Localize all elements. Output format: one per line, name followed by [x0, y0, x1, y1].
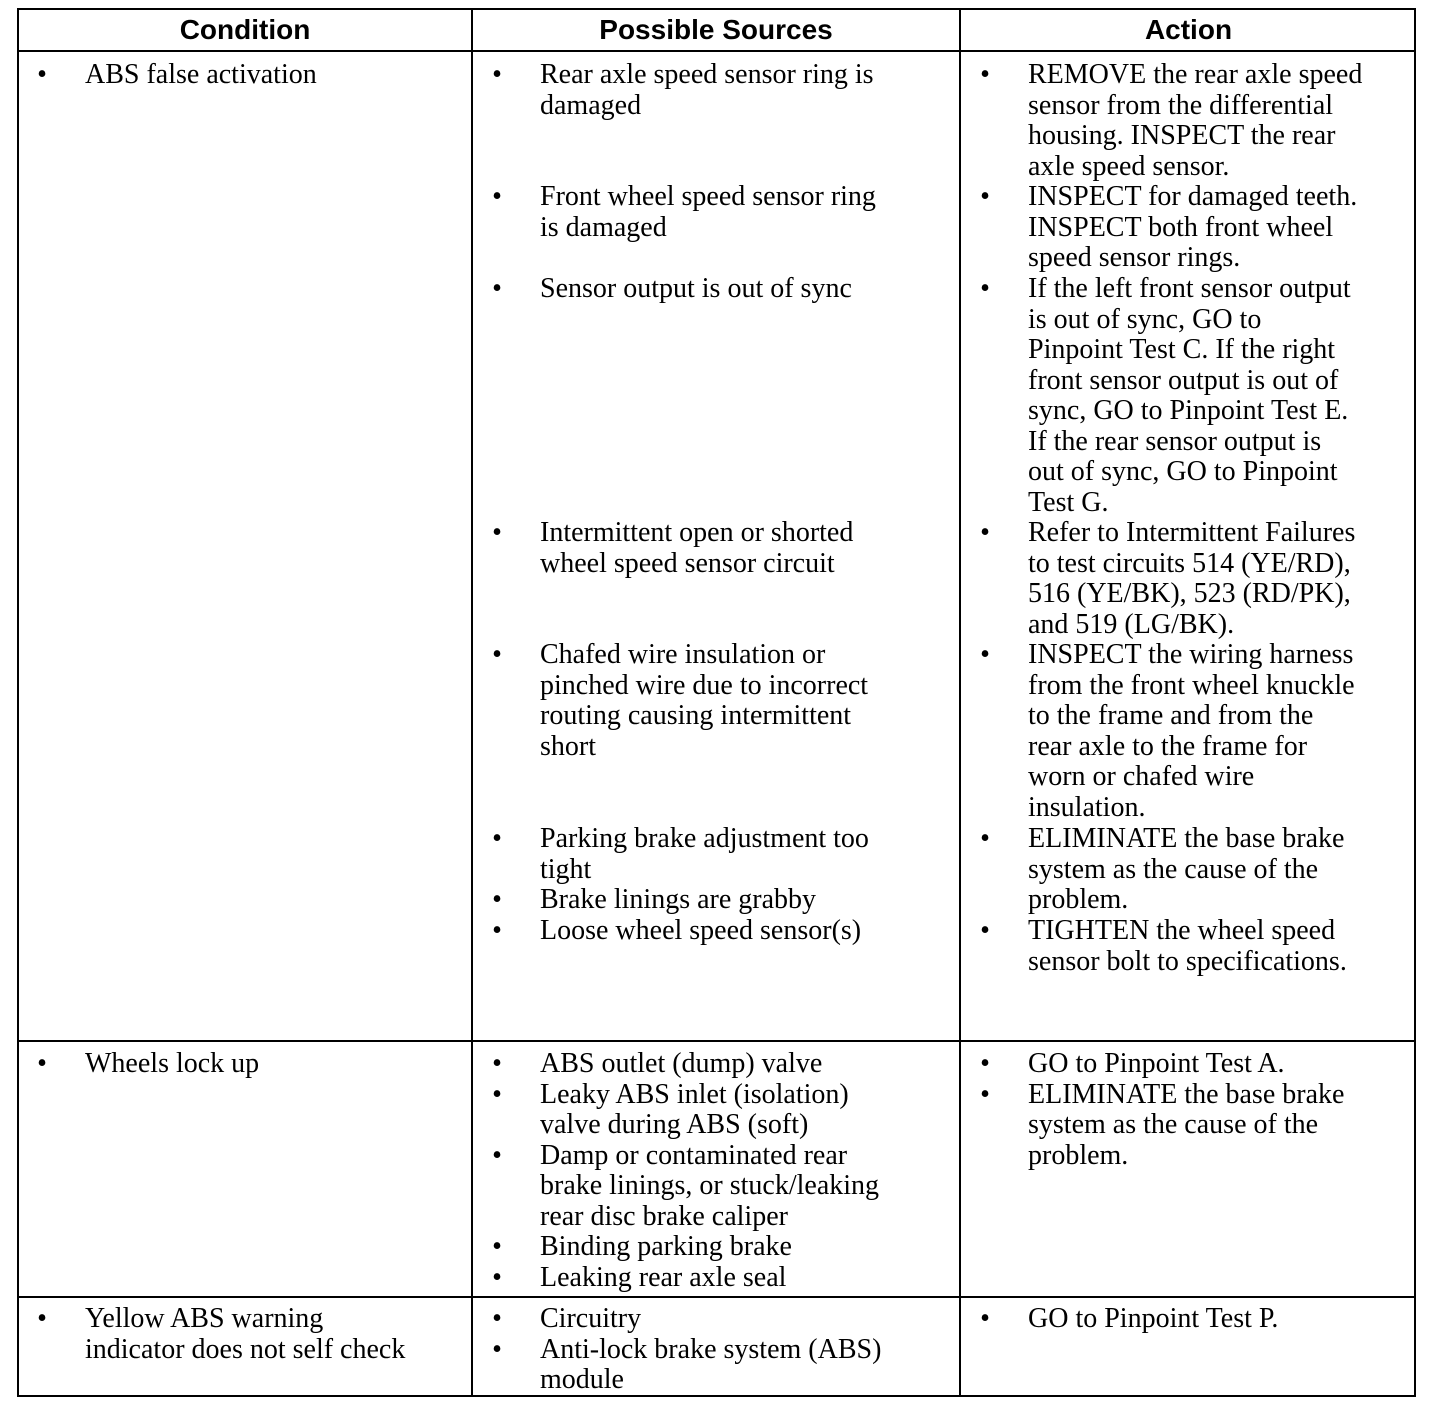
- bullet: •: [980, 273, 990, 304]
- bullet: •: [492, 1231, 502, 1262]
- column-divider: [471, 10, 473, 1395]
- row-divider: [19, 1296, 1414, 1298]
- bullet: •: [492, 1333, 502, 1365]
- bullet: •: [980, 823, 990, 854]
- bullet: •: [492, 181, 502, 212]
- header-divider: [19, 50, 1414, 52]
- bullet: •: [492, 884, 502, 915]
- bullet: •: [492, 59, 502, 90]
- bullet: •: [980, 1303, 990, 1334]
- bullet: •: [980, 915, 990, 946]
- bullet: •: [980, 59, 990, 90]
- bullet: •: [492, 823, 502, 854]
- header-possible-sources: Possible Sources: [599, 14, 833, 45]
- bullet: •: [492, 1303, 502, 1334]
- header-action: Action: [1144, 14, 1233, 45]
- bullet: •: [492, 639, 502, 670]
- bullet: •: [37, 1303, 47, 1334]
- bullet: •: [980, 1078, 990, 1110]
- row-divider: [19, 1040, 1414, 1042]
- bullet: •: [980, 639, 990, 670]
- bullet: •: [37, 59, 47, 90]
- column-divider: [959, 10, 961, 1395]
- bullet: •: [492, 915, 502, 946]
- bullet: •: [492, 1048, 502, 1079]
- bullet: •: [492, 1139, 502, 1171]
- bullet: •: [980, 181, 990, 212]
- bullet: •: [492, 273, 502, 304]
- bullet: •: [37, 1048, 47, 1079]
- bullet: •: [492, 517, 502, 548]
- bullet: •: [492, 1078, 502, 1110]
- header-condition: Condition: [179, 14, 311, 45]
- bullet: •: [492, 1261, 502, 1293]
- bullet: •: [980, 1048, 990, 1079]
- troubleshooting-table: Condition Possible Sources Action • ABS false activation • Rear axle speed sensor ring is damaged • Front wheel speed sensor ring is damaged • Sensor output is out of sync • Intermittent open or shorted wheel speed sensor circuit • Chafed wire insulation or pinched wire due to incorrect routing causing intermittent short • Parking brake adjustment too tight • Brake linings are grabby • Loose wheel speed sensor(s) • REMOVE the rear axle speed sensor from the differential housing. INSPECT the rear axle speed sensor. • INSPECT for damaged teeth. INSPECT both front wheel speed sensor rings. • If the left front sensor output is out of sync, GO to Pinpoint Test C. If the right front sensor output is out of sync, GO to Pinpoint Test E. If the rear sensor output is out of sync, GO to Pinpoint Test G. • Refer to Intermittent Failures to test circuits 514 (YE/RD), 516 (YE/BK), 523 (RD/PK), and 519 (LG/BK). • INSPECT the wiring harness from the front wheel knuckle to the frame and from the rear axle to the frame for worn or chafed wire insulation. • ELIMINATE the base brake system as the cause of the problem. • TIGHTEN the wheel speed sensor bolt to specifications. • Wheels lock up • ABS outlet (dump) valve • Leaky ABS inlet (isolation) valve during ABS (soft) • Damp or contaminated rear brake linings, or stuck/leaking rear disc brake caliper • Binding parking brake • Leaking rear axle seal • GO to Pinpoint Test A. • ELIMINATE the base brake system as the cause of the problem. • Yellow ABS warning indicator does not self check • Circuitry • Anti-lock brake system (ABS) module • GO to Pinpoint Test P.: [17, 8, 1416, 1397]
- bullet: •: [980, 517, 990, 548]
